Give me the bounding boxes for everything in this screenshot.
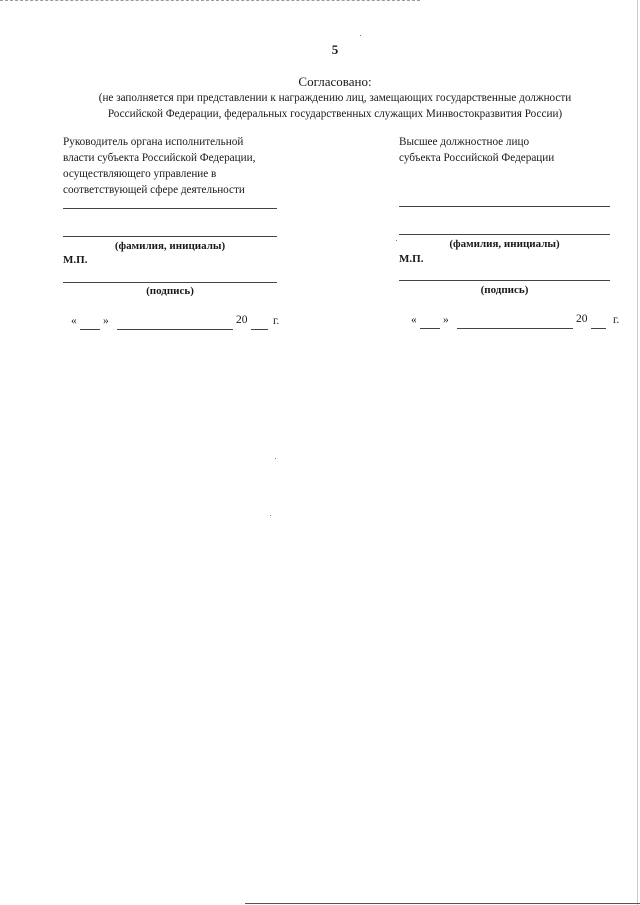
name-line[interactable] [63, 236, 277, 238]
month-field[interactable] [457, 328, 573, 330]
right-role-title [399, 134, 624, 166]
scan-speck [360, 35, 361, 36]
signature-line[interactable] [63, 282, 277, 284]
year-field[interactable] [591, 328, 606, 330]
role-line: Руководитель органа исполнительной [63, 136, 244, 148]
role-line: соответствующей сфере деятельности [63, 184, 245, 196]
scan-speck [275, 458, 276, 459]
name-caption: (фамилия, инициалы) [114, 240, 226, 252]
year-prefix: 20 [236, 314, 248, 326]
role-line: Высшее должностное лицо [399, 136, 530, 148]
scan-speck [396, 240, 397, 241]
month-field[interactable] [117, 329, 233, 331]
seal-label: М.П. [63, 254, 88, 266]
signature-line[interactable] [399, 280, 610, 282]
year-suffix: г. [613, 314, 620, 326]
date-open-quote: « [411, 314, 417, 326]
approval-title: Согласовано: [298, 74, 372, 89]
approval-note [50, 90, 620, 122]
day-field[interactable] [420, 328, 440, 330]
approval-note-line: Российской Федерации, федеральных государственных служащих Минвостокразвития России) [107, 108, 563, 120]
signature-caption: (подпись) [146, 285, 194, 297]
date-close-quote: » [443, 314, 449, 326]
role-line: субъекта Российской Федерации [399, 152, 555, 164]
name-line[interactable] [399, 234, 610, 236]
scan-speck [270, 515, 271, 516]
signature-caption: (подпись) [480, 284, 529, 296]
date-open-quote: « [71, 315, 77, 327]
day-field[interactable] [80, 329, 100, 331]
page-number: 5 [331, 42, 339, 57]
role-line: власти субъекта Российской Федерации, [63, 152, 256, 164]
year-prefix: 20 [576, 313, 588, 325]
scan-edge-top [0, 0, 420, 2]
left-role-title [63, 134, 293, 198]
year-suffix: г. [273, 315, 280, 327]
role-line: осуществляющего управление в [63, 168, 217, 180]
scan-edge-bottom [245, 903, 640, 904]
scan-edge-right [637, 0, 638, 905]
position-line[interactable] [399, 206, 610, 208]
year-field[interactable] [251, 329, 268, 331]
position-line[interactable] [63, 208, 277, 210]
approval-note-line: (не заполняется при представлении к награждению лиц, замещающих государственные должности [98, 92, 572, 104]
seal-label: М.П. [399, 253, 424, 265]
name-caption: (фамилия, инициалы) [449, 238, 560, 250]
date-close-quote: » [103, 315, 109, 327]
